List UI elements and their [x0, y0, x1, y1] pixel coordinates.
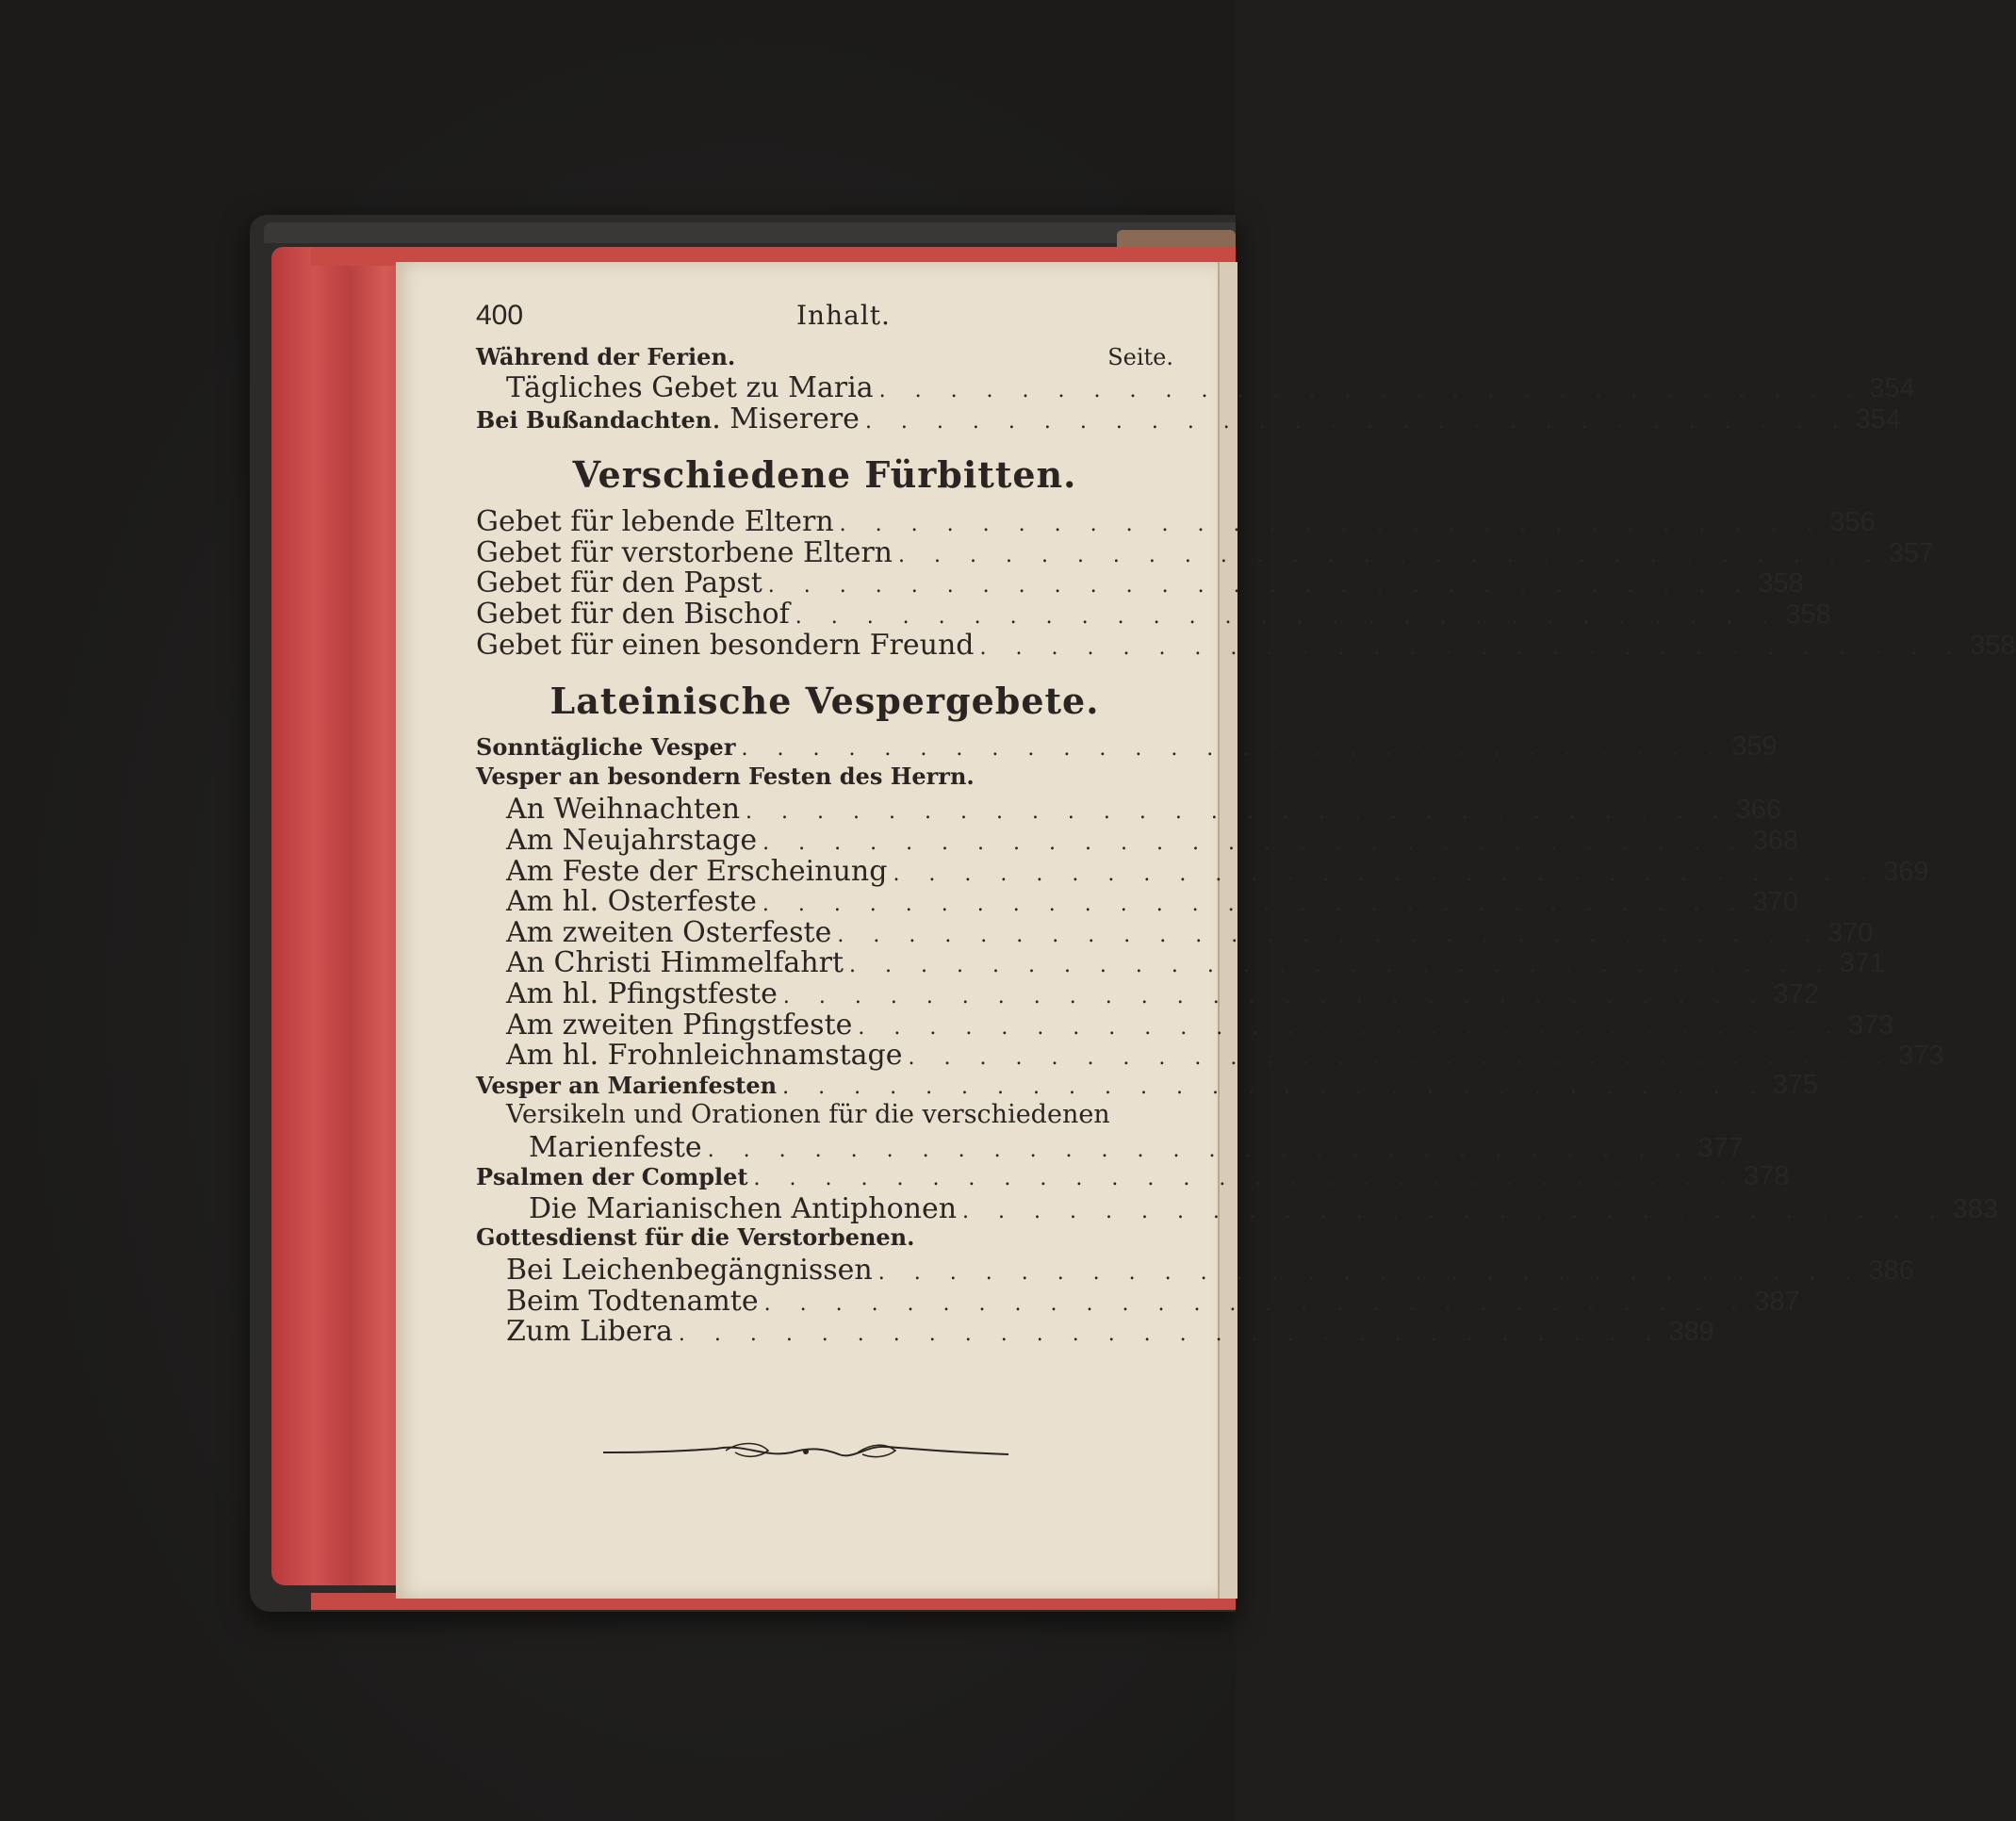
dot-leader: . . . . . . . . . . . . . . . . . . . . . . . . . . . . — [839, 513, 1825, 537]
toc-entry-page: 358 — [1970, 630, 2016, 661]
toc-entry-label: Am hl. Frohnleichnamstage — [506, 1039, 903, 1073]
toc-entry — [476, 915, 1874, 949]
toc-entry — [476, 1008, 1894, 1042]
toc-entry-continued — [476, 1100, 1173, 1131]
dot-leader: . . . . . . . . . . . . . . . . . . . . . . . . . . . . — [782, 1075, 1767, 1099]
toc-entry — [476, 1192, 1999, 1226]
dot-leader: . . . . . . . . . . . . . . . . . . . . . . . . . . . . — [858, 1015, 1844, 1040]
toc-entry-label: Gebet für verstorbene Eltern — [476, 535, 893, 569]
toc-entry-label: Beim Todtenamte — [506, 1284, 759, 1318]
ornament-flourish — [603, 1437, 1008, 1466]
toc-entry-label-bold: Bei Bußandachten — [476, 405, 713, 434]
toc-entry — [476, 1315, 1714, 1349]
toc-heading-row — [476, 343, 1173, 371]
toc-entry — [476, 1284, 1800, 1318]
toc-entry — [476, 597, 1831, 631]
toc-entry-page: 373 — [1898, 1041, 1944, 1072]
dot-leader: . . . . . . . . . . . . . . . . . . . . . . . . . . . . — [898, 543, 1883, 567]
toc-entry-label: Am zweiten Pfingstfeste — [506, 1008, 853, 1042]
dot-leader: . . . . . . . . . . . . . . . . . . . . . . . . . . . . — [878, 379, 1864, 402]
seite-label: Seite. — [1107, 344, 1173, 370]
dot-leader: . . . . . . . . . . . . . . . . . . . . . . . . . . . . — [795, 604, 1780, 629]
toc-entry-page: 383 — [1952, 1194, 1999, 1225]
toc-entry-page: 368 — [1752, 825, 1799, 856]
toc-entry-page: 371 — [1839, 948, 1886, 979]
toc-entry-page: 373 — [1848, 1009, 1894, 1041]
toc-entry — [476, 854, 1929, 888]
dot-leader: . . . . . . . . . . . . . . . . . . . . . . . . . . . . — [849, 954, 1834, 978]
dot-leader: . . . . . . . . . . . . . . . . . . . . . . . . . . . . — [837, 923, 1822, 947]
toc-entry-label: Die Marianischen Antiphonen — [529, 1192, 958, 1226]
toc-entry — [476, 1039, 1944, 1073]
toc-entry-page: 366 — [1735, 795, 1782, 826]
toc-entry — [476, 885, 1798, 919]
dot-leader: . . . . . . . . . . . . . . . . . . . . . . . . . . . . — [893, 861, 1878, 886]
toc-entry-page: 359 — [1731, 731, 1778, 763]
page-header — [476, 300, 1173, 343]
dot-leader: . . . . . . . . . . . . . . . . . . . . . . . . . . . . — [864, 409, 1850, 434]
toc-entry — [476, 976, 1819, 1010]
toc-entry — [476, 1130, 1744, 1164]
toc-heading-ferien: Während der Ferien. — [476, 343, 736, 370]
toc-entry-label: Vesper an Marienfesten — [476, 1071, 778, 1099]
toc-entry-label: Am hl. Pfingstfeste — [506, 976, 778, 1010]
toc-entry-page: 358 — [1758, 568, 1804, 599]
toc-entry-label: Am hl. Osterfeste — [506, 885, 757, 919]
toc-entry — [476, 823, 1799, 857]
dot-leader: . . . . . . . . . . . . . . . . . . . . . . . . . . . . — [962, 1200, 1947, 1224]
toc-entry-label: Sonntägliche Vesper — [476, 733, 736, 762]
toc-entry-label: Gebet für den Bischof — [476, 597, 790, 631]
toc-entry — [476, 793, 1782, 827]
toc-entry — [476, 566, 1804, 600]
toc-entry-label: Versikeln und Orationen für die verschiedenen — [506, 1100, 1110, 1130]
toc-entry-page: 358 — [1785, 599, 1831, 630]
toc-entry — [476, 628, 2016, 662]
toc-entry — [476, 1254, 1914, 1288]
dot-leader: . . . . . . . . . . . . . . . . . . . . . . . . . . . . — [763, 1291, 1749, 1316]
page-number: 400 — [476, 300, 524, 331]
toc-entry-page: 354 — [1869, 373, 1915, 403]
toc-entry-page: 378 — [1744, 1161, 1790, 1192]
toc-entry-label: Am Neujahrstage — [506, 823, 758, 857]
toc-entry-page: 370 — [1752, 887, 1798, 918]
dot-leader: . . . . . . . . . . . . . . . . . . . . . . . . . . . . — [762, 893, 1747, 917]
book-cover-top-edge — [264, 222, 1236, 243]
toc-entry — [476, 731, 1778, 763]
toc-entry — [476, 402, 1901, 435]
toc-entry-label: Am Feste der Erscheinung — [506, 854, 888, 888]
toc-entry-page: 354 — [1855, 403, 1901, 435]
toc-subheading-row — [476, 1223, 1173, 1255]
section-title-vespergebete: Lateinische Vespergebete. — [549, 680, 1100, 723]
toc-entry — [476, 946, 1886, 980]
toc-entry-label: Gebet für den Papst — [476, 566, 762, 600]
dot-leader: . . . . . . . . . . . . . . . . . . . . . . . . . . . . — [707, 1138, 1693, 1162]
dot-leader: . . . . . . . . . . . . . . . . . . . . . . . . . . . . — [908, 1046, 1893, 1071]
dot-leader: . . . . . . . . . . . . . . . . . . . . . . . . . . . . — [767, 574, 1753, 599]
toc-entry-label: An Weihnachten — [506, 793, 741, 827]
toc-entry-label: Gebet für lebende Eltern — [476, 505, 834, 539]
toc-entry-page: 389 — [1668, 1317, 1714, 1348]
dot-leader: . . . . . . . . . . . . . . . . . . . . . . . . . . . . — [979, 635, 1965, 660]
toc-entry-label: Psalmen der Complet — [476, 1163, 748, 1191]
toc-subheading-verstorbenen: Gottesdienst für die Verstorbenen. — [476, 1222, 915, 1251]
red-page-edges — [271, 247, 413, 1585]
toc-entry-page: 372 — [1773, 978, 1819, 1009]
dot-leader: . . . . . . . . . . . . . . . . . . . . . . . . . . . . — [678, 1322, 1664, 1347]
toc-entry — [476, 505, 1876, 539]
toc-entry-page: 386 — [1868, 1255, 1914, 1287]
toc-entry — [476, 535, 1935, 569]
toc-entry — [476, 1161, 1790, 1192]
toc-entry-label: Tägliches Gebet zu Maria — [506, 371, 874, 404]
toc-entry-label: An Christi Himmelfahrt — [506, 946, 844, 980]
toc-entry-page: 369 — [1883, 856, 1929, 887]
table-of-contents — [476, 300, 2016, 1349]
toc-entry — [476, 371, 1915, 404]
running-title: Inhalt. — [796, 300, 891, 331]
toc-entry-label: Marienfeste — [529, 1130, 702, 1164]
toc-entry-page: 357 — [1888, 537, 1935, 568]
toc-subheading-row — [476, 763, 1173, 794]
toc-entry-label: Gebet für einen besondern Freund — [476, 628, 975, 662]
toc-entry-label: Am zweiten Osterfeste — [506, 915, 832, 949]
dot-leader: . . . . . . . . . . . . . . . . . . . . . . . . . . . . — [877, 1261, 1863, 1286]
dot-leader: . . . . . . . . . . . . . . . . . . . . . . . . . . . . — [762, 830, 1747, 855]
dot-leader: . . . . . . . . . . . . . . . . . . . . . . . . . . . . — [782, 984, 1768, 1009]
toc-entry-page: 356 — [1829, 507, 1876, 538]
toc-entry-page: 377 — [1697, 1132, 1744, 1163]
dot-leader: . . . . . . . . . . . . . . . . . . . . . . . . . . . . — [746, 800, 1730, 825]
toc-entry-label: . Miserere — [712, 402, 860, 435]
toc-entry — [476, 1069, 1819, 1101]
toc-entry-label: Zum Libera — [506, 1315, 673, 1349]
toc-entry-page: 375 — [1772, 1069, 1819, 1100]
section-title-fuerbitten: Verschiedene Fürbitten. — [572, 453, 1077, 497]
toc-entry-page: 387 — [1754, 1286, 1800, 1317]
dot-leader: . . . . . . . . . . . . . . . . . . . . . . . . . . . . — [741, 737, 1727, 762]
toc-entry-page: 370 — [1827, 917, 1874, 948]
toc-entry-label: Bei Leichenbegängnissen — [506, 1254, 873, 1288]
toc-subheading-herrn: Vesper an besondern Festen des Herrn. — [476, 762, 975, 790]
dot-leader: . . . . . . . . . . . . . . . . . . . . . . . . . . . . — [753, 1167, 1739, 1191]
